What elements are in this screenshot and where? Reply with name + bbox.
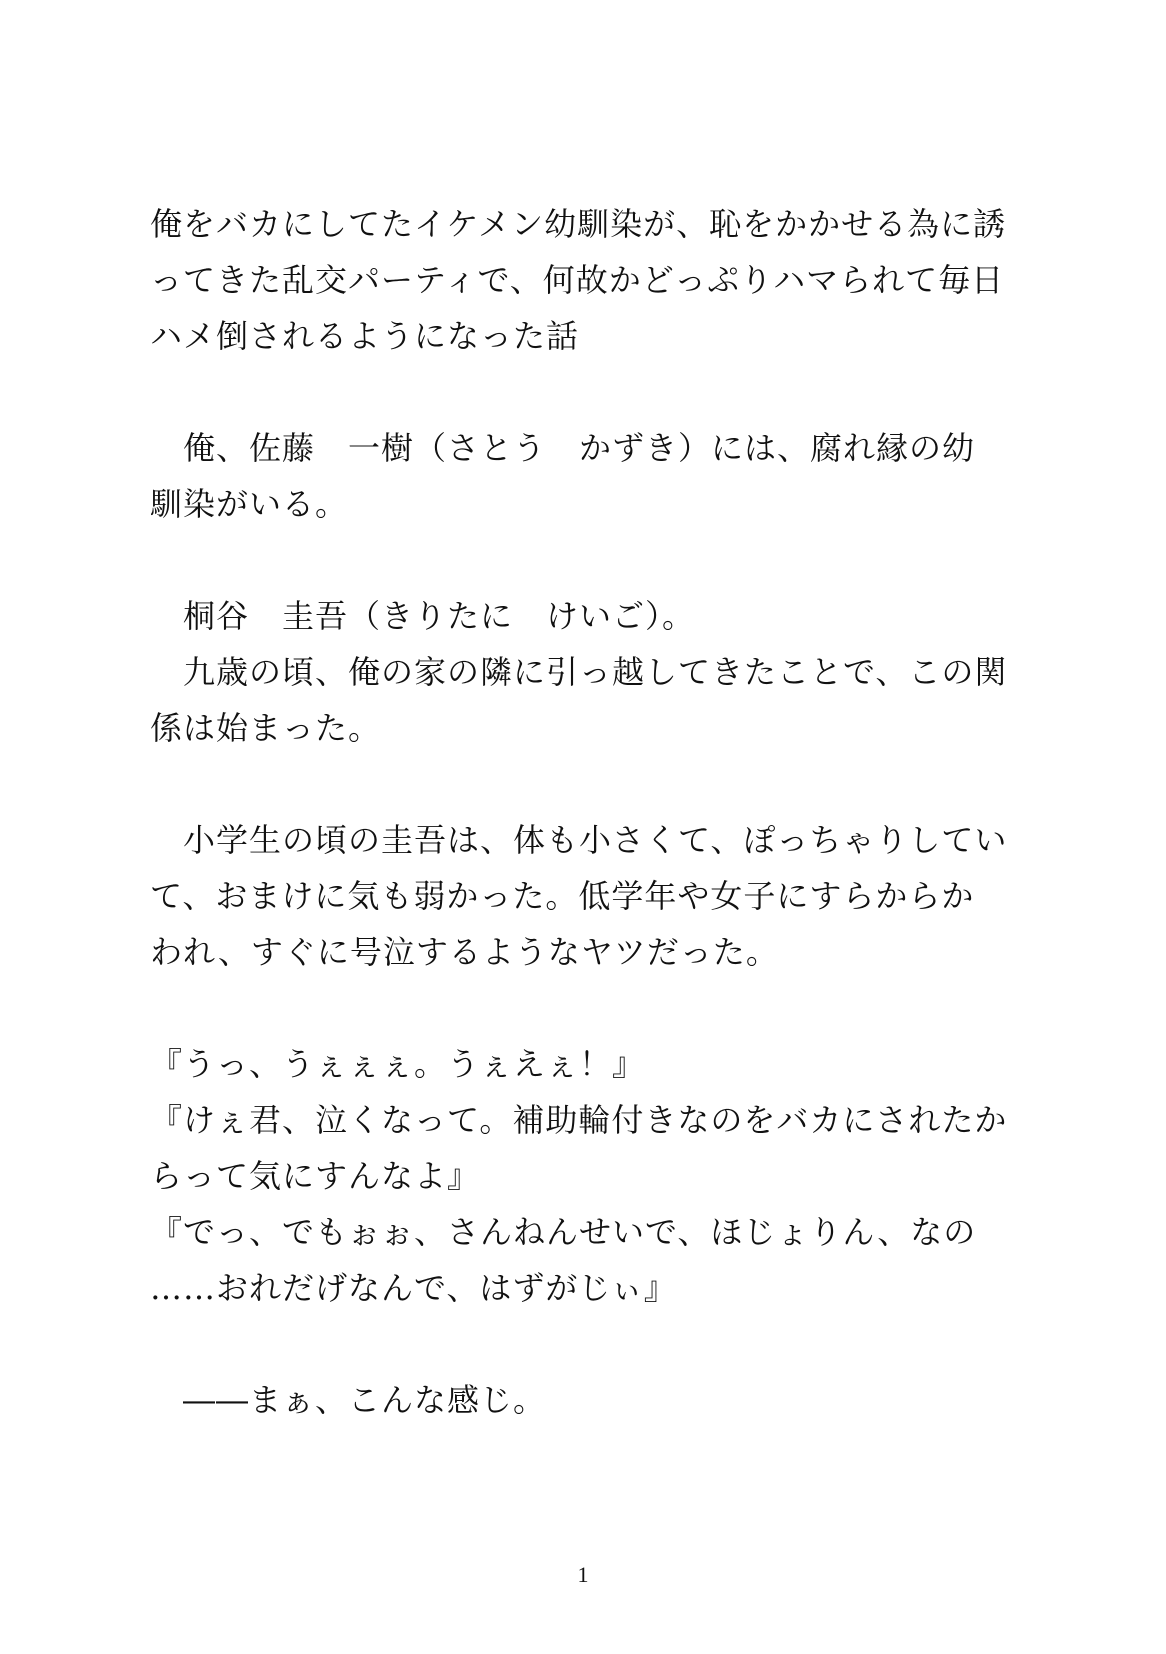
- page-number: 1: [577, 1562, 589, 1587]
- dialogue-line: ……おれだげなんで、はずがじぃ』: [150, 1269, 677, 1307]
- body-text: [150, 196, 1030, 1428]
- blank-line: [150, 1316, 1030, 1372]
- paragraph-line: 桐谷 圭吾（きりたに けいご）。: [150, 597, 696, 635]
- dialogue-line: らって気にすんなよ』: [150, 1157, 481, 1195]
- paragraph-line: 小学生の頃の圭吾は、体も小さくて、ぽっちゃりしてい: [150, 821, 1008, 859]
- paragraph-line: 係は始まった。: [150, 709, 382, 747]
- blank-line: [150, 980, 1030, 1036]
- title-line-1: 俺をバカにしてたイケメン幼馴染が、恥をかかせる為に誘: [150, 205, 1007, 243]
- title-line-2: ってきた乱交パーティで、何故かどっぷりハマられて毎日: [150, 261, 1005, 299]
- paragraph-line: 馴染がいる。: [150, 485, 349, 523]
- paragraph-line: 九歳の頃、俺の家の隣に引っ越してきたことで、この関: [150, 653, 1008, 691]
- blank-line: [150, 756, 1030, 812]
- paragraph-line: われ、すぐに号泣するようなヤツだった。: [150, 933, 779, 971]
- paragraph-line: ――まぁ、こんな感じ。: [150, 1381, 547, 1419]
- dialogue-line: 『うっ、うぇぇぇ。うぇえぇ！』: [150, 1045, 646, 1083]
- blank-line: [150, 364, 1030, 420]
- paragraph-line: 俺、佐藤 一樹（さとう かずき）には、腐れ縁の幼: [150, 429, 976, 467]
- dialogue-line: 『でっ、でもぉぉ、さんねんせいで、ほじょりん、なの: [150, 1213, 977, 1251]
- title-line-3: ハメ倒されるようになった話: [150, 317, 580, 355]
- blank-line: [150, 532, 1030, 588]
- paragraph-line: て、おまけに気も弱かった。低学年や女子にすらからか: [150, 877, 975, 915]
- dialogue-line: 『けぇ君、泣くなって。補助輪付きなのをバカにされたか: [150, 1101, 1008, 1139]
